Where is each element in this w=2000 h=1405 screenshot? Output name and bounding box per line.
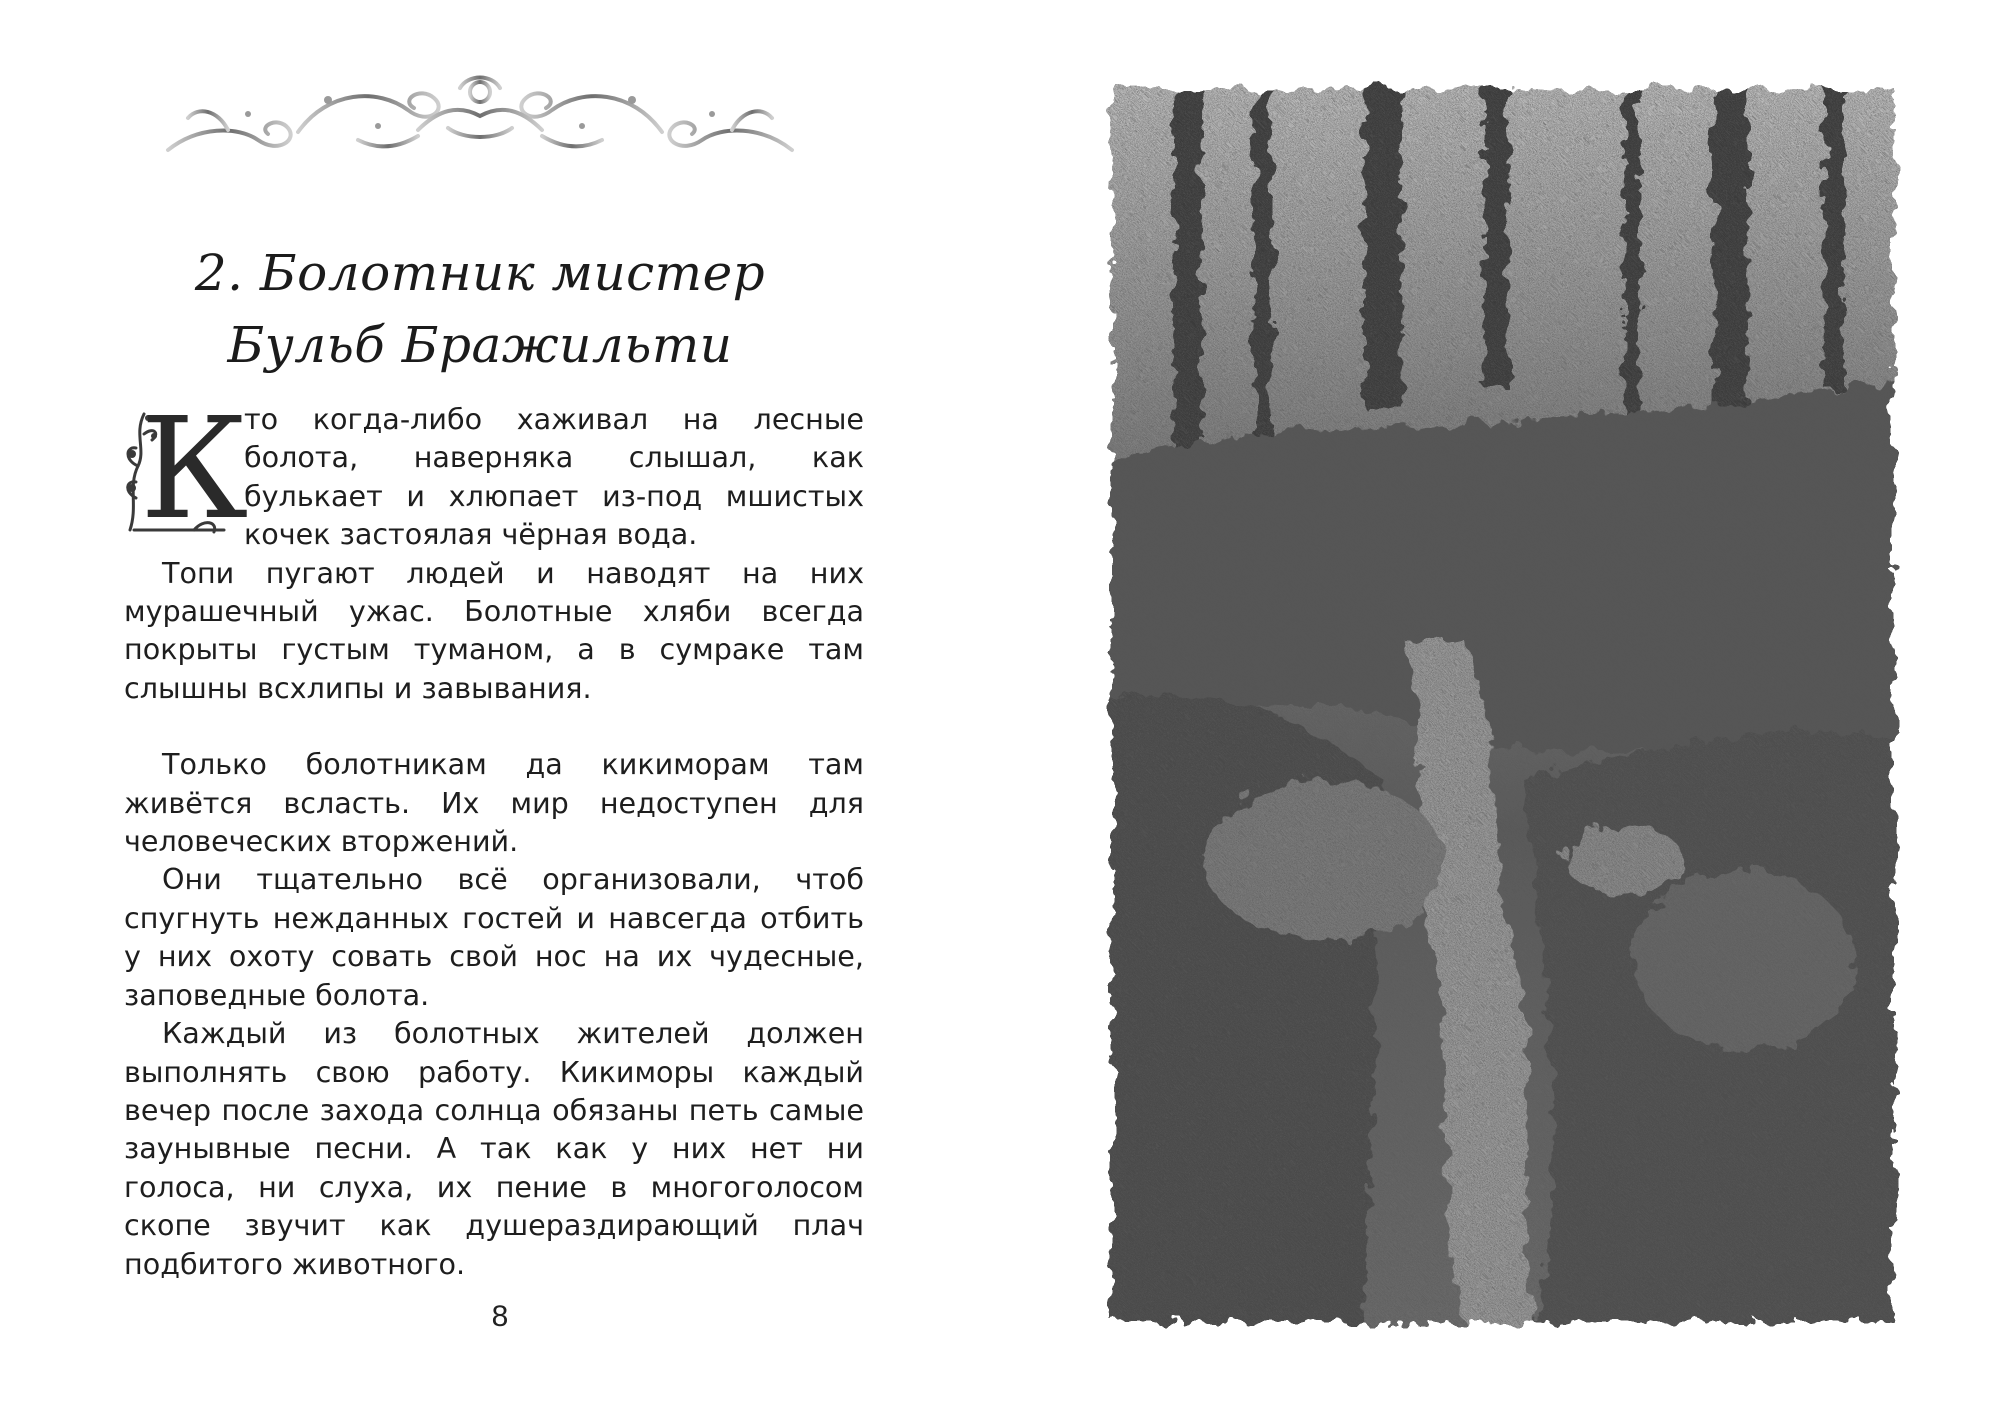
dropcap-letter: К	[140, 388, 249, 551]
right-page	[1000, 0, 2000, 1405]
paragraph-4: Они тщательно всё организовали, чтоб спугнуть нежданных гостей и навсегда отбить у них охоту совать свой нос на их чудесные, заповедные болота.	[124, 862, 864, 1012]
paragraph-2: Топи пугают людей и наводят на них мурашечный ужас. Болотные хляби всегда покрыты густым туманом, а в сумраке там слышны всхлипы и завывания.	[124, 555, 864, 705]
chapter-title-line-2: Бульб Бражильти	[227, 316, 733, 374]
chapter-title-line-1: 2. Болотник мистер	[194, 244, 766, 302]
paragraph-3: Только болотникам да кикиморам там живётся всласть. Их мир недоступен для человеческих вторжений.	[124, 747, 864, 859]
ornament-flourish-icon	[128, 70, 832, 162]
page-number: 8	[491, 1300, 509, 1333]
chapter-body	[124, 388, 864, 1283]
paragraph-1-text: то когда-либо хаживал на лесные болота, наверняка слышал, как булькает и хлюпает из-под мшистых кочек застоялая чёрная вода.	[244, 402, 864, 552]
forest-stream-illustration-icon	[1104, 80, 1902, 1330]
paragraph-1	[124, 388, 864, 554]
paragraph-5: Каждый из болотных жителей должен выполнять свою работу. Кикиморы каждый вечер после захода солнца обязаны петь самые заунывные песни. А так как у них нет ни голоса, ни слуха, их пение в многоголосом скопе звучит как душераздирающий плач подбитого животного.	[124, 1016, 864, 1281]
dropcap	[124, 388, 249, 551]
